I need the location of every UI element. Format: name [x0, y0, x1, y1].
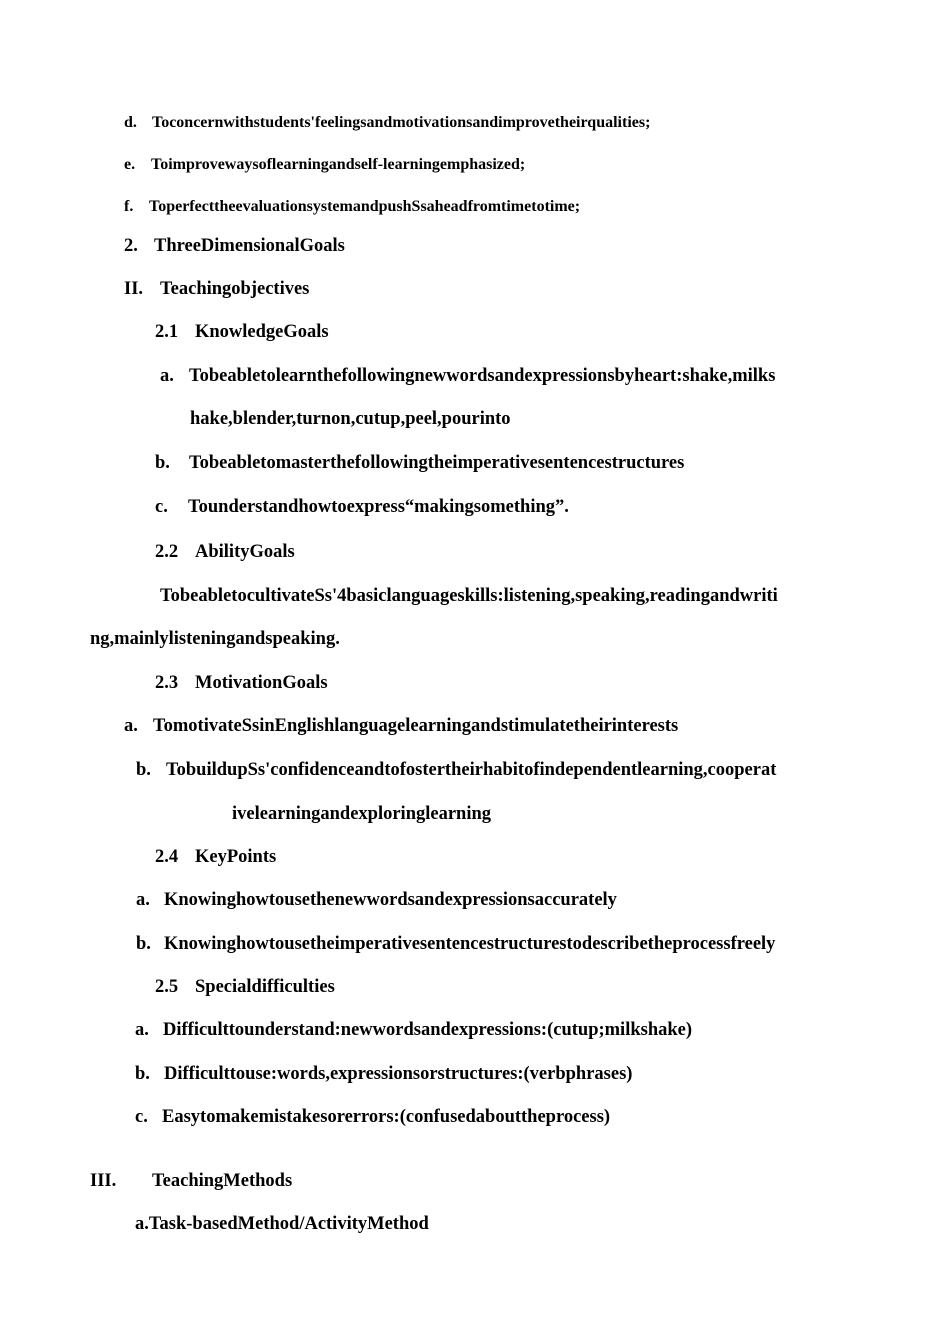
section-title: TeachingMethods — [152, 1171, 293, 1191]
section-heading — [124, 236, 345, 257]
item-marker: b. — [155, 453, 170, 473]
list-item — [124, 716, 678, 737]
section-marker: III. — [90, 1171, 117, 1191]
item-marker: b. — [136, 760, 151, 780]
item-e — [124, 156, 525, 174]
item-text: TomotivateSsinEnglishlanguagelearningandstimulatetheirinterests — [153, 716, 679, 736]
item-marker: c. — [155, 497, 168, 517]
item-text: Easytomakemistakesorerrors:(confusedabouttheprocess) — [162, 1107, 611, 1127]
subsection-heading — [155, 977, 335, 998]
list-item — [136, 760, 776, 781]
item-text: Knowinghowtousetheimperativesentencestructurestodescribetheprocessfreely — [164, 934, 776, 954]
section-marker: 2. — [124, 236, 138, 256]
item-marker: d. — [124, 114, 137, 131]
subsection-marker: 2.2 — [155, 542, 179, 562]
paragraph-line: TobeabletocultivateSs'4basiclanguageskills:listening,speaking,readingandwriti — [160, 586, 778, 606]
list-item — [135, 1107, 610, 1128]
subsection-marker: 2.3 — [155, 673, 179, 693]
subsection-title: MotivationGoals — [195, 673, 328, 693]
item-marker: a. — [124, 716, 138, 736]
list-item-continuation: hake,blender,turnon,cutup,peel,pourinto — [190, 409, 511, 429]
item-marker: e. — [124, 156, 136, 173]
subsection-title: KnowledgeGoals — [195, 322, 329, 342]
item-marker: a. — [136, 890, 150, 910]
method-item: a.Task-basedMethod/ActivityMethod — [135, 1214, 429, 1234]
subsection-heading — [155, 542, 295, 563]
item-text: Tobeabletolearnthefollowingnewwordsandexpressionsbyheart:shake,milks — [189, 366, 776, 386]
paragraph-continuation: ng,mainlylisteningandspeaking. — [90, 629, 340, 649]
list-item — [155, 497, 569, 518]
item-text: Tounderstandhowtoexpress“makingsomething”. — [188, 497, 569, 517]
subsection-heading — [155, 673, 328, 694]
item-text: Difficulttouse:words,expressionsorstructures:(verbphrases) — [164, 1064, 633, 1084]
subsection-title: KeyPoints — [195, 847, 277, 867]
list-item — [136, 934, 775, 955]
subsection-heading — [155, 847, 276, 868]
item-d — [124, 114, 650, 132]
item-marker: f. — [124, 198, 134, 215]
subsection-title: AbilityGoals — [195, 542, 295, 562]
item-marker: b. — [135, 1064, 150, 1084]
list-item — [160, 366, 775, 387]
item-marker: a. — [135, 1020, 149, 1040]
item-text: Toconcernwithstudents'feelingsandmotivationsandimprovetheirqualities; — [152, 114, 651, 131]
item-text: ToperfecttheevaluationsystemandpushSsaheadfromtimetotime; — [149, 198, 581, 215]
item-text: Toimprovewaysoflearningandself-learningemphasized; — [151, 156, 526, 173]
subsection-heading — [155, 322, 329, 343]
section-title: Teachingobjectives — [160, 279, 310, 299]
section-title: ThreeDimensionalGoals — [154, 236, 345, 256]
list-item-continuation: ivelearningandexploringlearning — [232, 804, 492, 824]
item-text: Tobeabletomasterthefollowingtheimperativesentencestructures — [189, 453, 685, 473]
item-text: TobuildupSs'confidenceandtofostertheirhabitofindependentlearning,cooperat — [166, 760, 777, 780]
subsection-title: Specialdifficulties — [195, 977, 335, 997]
subsection-marker: 2.1 — [155, 322, 179, 342]
item-marker: a. — [160, 366, 174, 386]
item-marker: c. — [135, 1107, 148, 1127]
list-item — [136, 890, 617, 911]
list-item — [135, 1020, 692, 1041]
section-marker: II. — [124, 279, 144, 299]
list-item — [155, 453, 684, 474]
section-heading — [124, 279, 309, 300]
item-marker: b. — [136, 934, 151, 954]
subsection-marker: 2.5 — [155, 977, 179, 997]
item-text: Difficulttounderstand:newwordsandexpressions:(cutup;milkshake) — [163, 1020, 693, 1040]
item-text: Knowinghowtousethenewwordsandexpressionsaccurately — [164, 890, 617, 910]
subsection-marker: 2.4 — [155, 847, 179, 867]
item-f — [124, 198, 580, 216]
list-item — [135, 1064, 632, 1085]
section-heading — [90, 1171, 292, 1192]
